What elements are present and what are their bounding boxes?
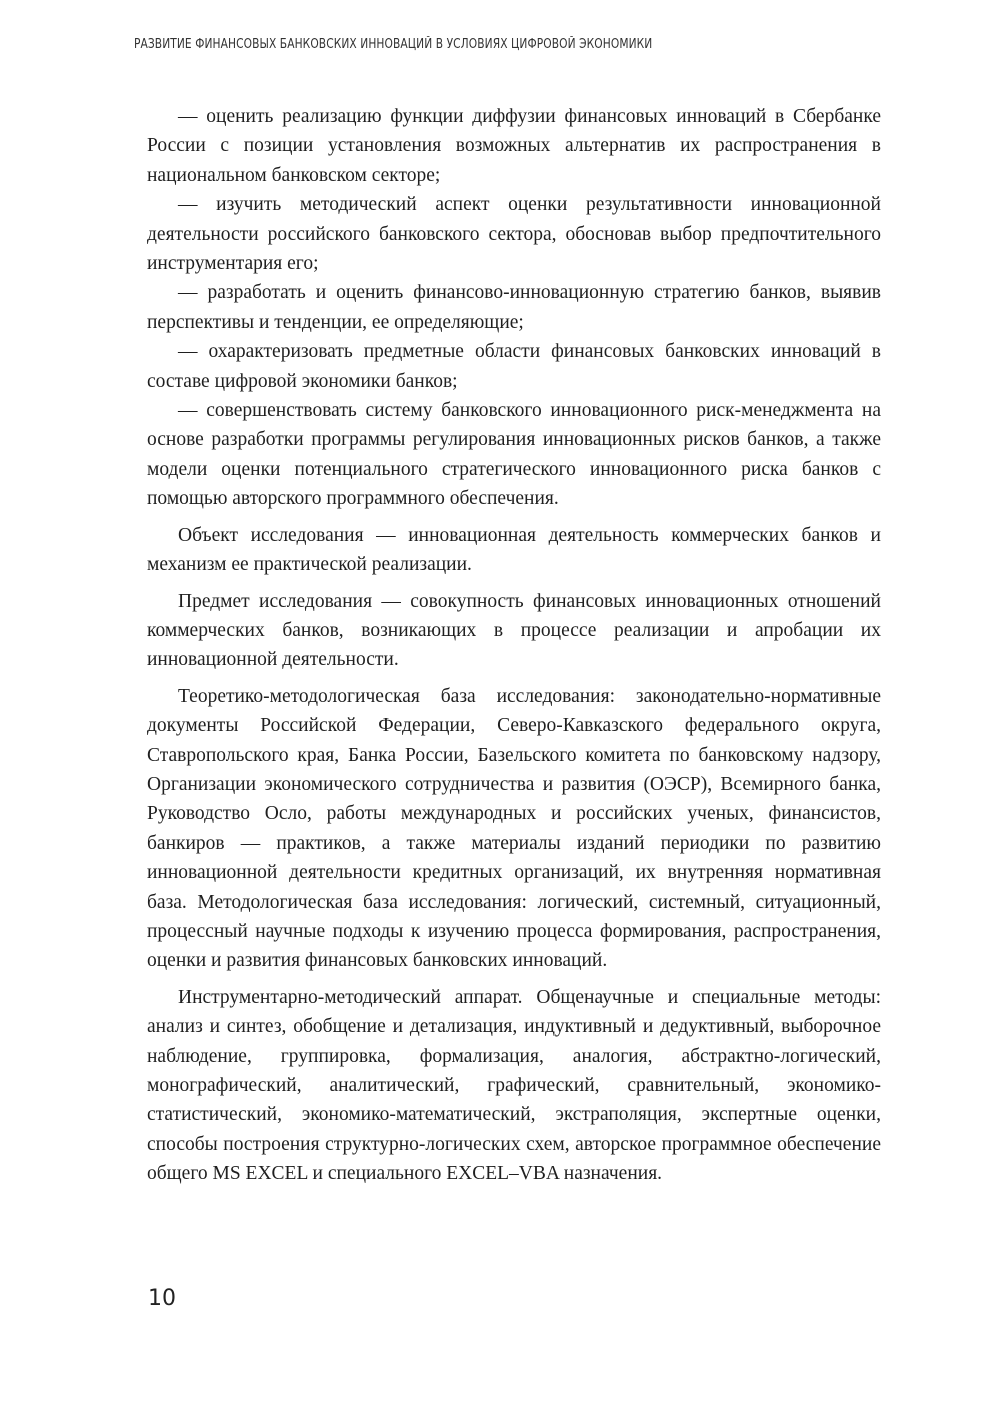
paragraph-theoretical-basis: Теоретико-методологическая база исследования: законодательно-нормативные документы Российской Федерации, Северо-Кавказского федерального округа, Ставропольского края, Банка России, Базельского комитета по банковскому надзору, Организации экономического сотрудничества и развития (ОЭСР), Всемирного банка, Руководство Осло, работы международных и российских ученых, финансистов, банкиров — практиков, а также материалы изданий периодики по развитию инновационной деятельности кредитных организаций, их внутренняя нормативная база. Методологическая база исследования: логический, системный, ситуационный, процессный научные подходы к изучению процесса формирования, распространения, оценки и развития финансовых банковских инноваций. [147, 685, 881, 972]
paragraph-goal-methodology: — изучить методический аспект оценки результативности инновационной деятельности российского банковского сектора, обосновав выбор предпочтительного инструментария его; [147, 194, 881, 275]
paragraph-goal-diffusion: — оценить реализацию функции диффузии финансовых инноваций в Сбербанке России с позиции установления возможных альтернатив их распространения в национальном банковском секторе; [147, 106, 881, 186]
paragraph-methods: Инструментарно-методический аппарат. Общенаучные и специальные методы: анализ и синтез, обобщение и детализация, индуктивный и дедуктивный, выборочное наблюдение, группировка, формализация, аналогия, абстрактно-логический, монографический, аналитический, графический, сравнительный, экономико-статистический, экономико-математический, экстраполяция, экспертные оценки, способы построения структурно-логических схем, авторское программное обеспечение общего MS EXCEL и специального EXCEL–VBA назначения. [147, 986, 881, 1185]
paragraph-research-object: Объект исследования — инновационная деятельность коммерческих банков и механизм ее практической реализации. [147, 524, 881, 576]
paragraph-goal-strategy: — разработать и оценить финансово-инновационную стратегию банков, выявив перспективы и тенденции, ее определяющие; [147, 282, 881, 333]
paragraph-goal-subject-areas: — охарактеризовать предметные области финансовых банковских инноваций в составе цифровой экономики банков; [147, 341, 881, 392]
page-number: 10 [148, 1286, 176, 1311]
body-text [147, 102, 881, 1189]
paragraph-goal-risk-management: — совершенствовать систему банковского инновационного риск-менеджмента на основе разработки программы регулирования инновационных рисков банков, а также модели оценки потенциального стратегического инновационного риска банков с помощью авторского программного обеспечения. [147, 400, 881, 510]
paragraph-research-subject: Предмет исследования — совокупность финансовых инновационных отношений коммерческих банков, возникающих в процессе реализации и апробации их инновационной деятельности. [147, 590, 881, 671]
running-header: РАЗВИТИЕ ФИНАНСОВЫХ БАНКОВСКИХ ИННОВАЦИЙ В УСЛОВИЯХ ЦИФРОВОЙ ЭКОНОМИКИ [134, 37, 653, 52]
